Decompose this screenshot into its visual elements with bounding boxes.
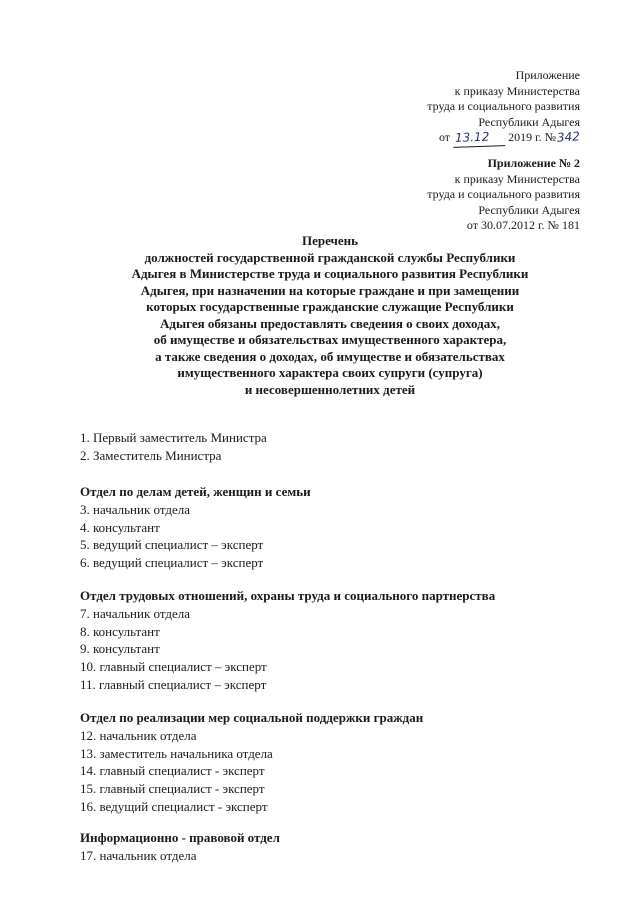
list-item: 12. начальник отдела	[80, 727, 197, 743]
title-line: об имуществе и обязательствах имущественного характера,	[153, 332, 507, 347]
title-line: а также сведения о доходах, об имуществе и обязательствах	[155, 348, 505, 364]
department-heading: Отдел трудовых отношений, охраны труда и социального партнерства	[80, 588, 496, 603]
department-section	[80, 483, 600, 572]
list-item: 1. Первый заместитель Министра	[80, 430, 267, 445]
list-item: 9. консультант	[80, 641, 160, 657]
department-section	[80, 587, 600, 694]
handwritten-number: 342	[556, 129, 581, 145]
appendix-1-date-line	[427, 130, 580, 147]
title-line: которых государственные гражданские служащие Республики	[146, 299, 514, 314]
department-heading: Отдел по реализации мер социальной поддержки граждан	[80, 710, 424, 725]
department-section	[80, 709, 600, 816]
department-section	[80, 829, 600, 865]
appendix-2-line: к приказу Министерства	[454, 171, 580, 186]
title-line: Перечень	[301, 233, 359, 248]
department-heading: Информационно - правовой отдел	[80, 830, 280, 845]
document-title	[90, 233, 570, 398]
list-item: 8. консультант	[80, 623, 160, 639]
appendix-2-line: Республики Адыгея	[478, 202, 580, 217]
appendix-2-line: от 30.07.2012 г. № 181	[466, 218, 580, 232]
title-line: имущественного характера своих супруги (супруга)	[177, 365, 483, 380]
appendix-2-line: Приложение № 2	[487, 156, 580, 170]
list-item: 5. ведущий специалист – эксперт	[80, 537, 264, 553]
department-heading: Отдел по делам детей, женщин и семьи	[80, 484, 311, 499]
title-line: и несовершеннолетних детей	[244, 381, 416, 397]
handwritten-date: 13.12	[453, 129, 506, 147]
appendix-1-line: Приложение	[515, 68, 580, 82]
title-line: Адыгея обязаны предоставлять сведения о своих доходах,	[159, 315, 501, 331]
appendix-2-header	[427, 156, 580, 234]
title-line: должностей государственной гражданской службы Республики	[144, 249, 516, 265]
appendix-2-line: труда и социального развития	[427, 187, 580, 201]
list-item: 13. заместитель начальника отдела	[80, 745, 273, 761]
list-item: 14. главный специалист - эксперт	[80, 763, 265, 779]
date-year: 2019 г. №	[508, 130, 557, 144]
list-item: 3. начальник отдела	[80, 501, 191, 517]
list-item: 16. ведущий специалист - эксперт	[80, 798, 268, 814]
list-item: 15. главный специалист - эксперт	[80, 781, 265, 797]
appendix-1-header	[427, 68, 580, 147]
appendix-1-line: к приказу Министерства	[454, 83, 580, 98]
top-position-list	[80, 429, 600, 465]
appendix-1-line: Республики Адыгея	[478, 114, 580, 129]
list-item: 11. главный специалист – эксперт	[80, 676, 267, 692]
title-line: Адыгея в Министерстве труда и социального развития Республики	[131, 266, 529, 281]
title-line: Адыгея, при назначении на которые граждане и при замещении	[140, 282, 520, 298]
list-item: 10. главный специалист – эксперт	[80, 659, 267, 675]
list-item: 4. консультант	[80, 519, 160, 535]
date-prefix: от	[438, 130, 451, 144]
list-item: 6. ведущий специалист – эксперт	[80, 555, 264, 571]
list-item: 7. начальник отдела	[80, 605, 191, 621]
appendix-1-line: труда и социального развития	[427, 99, 580, 113]
list-item: 2. Заместитель Министра	[80, 447, 222, 463]
list-item: 17. начальник отдела	[80, 847, 197, 863]
